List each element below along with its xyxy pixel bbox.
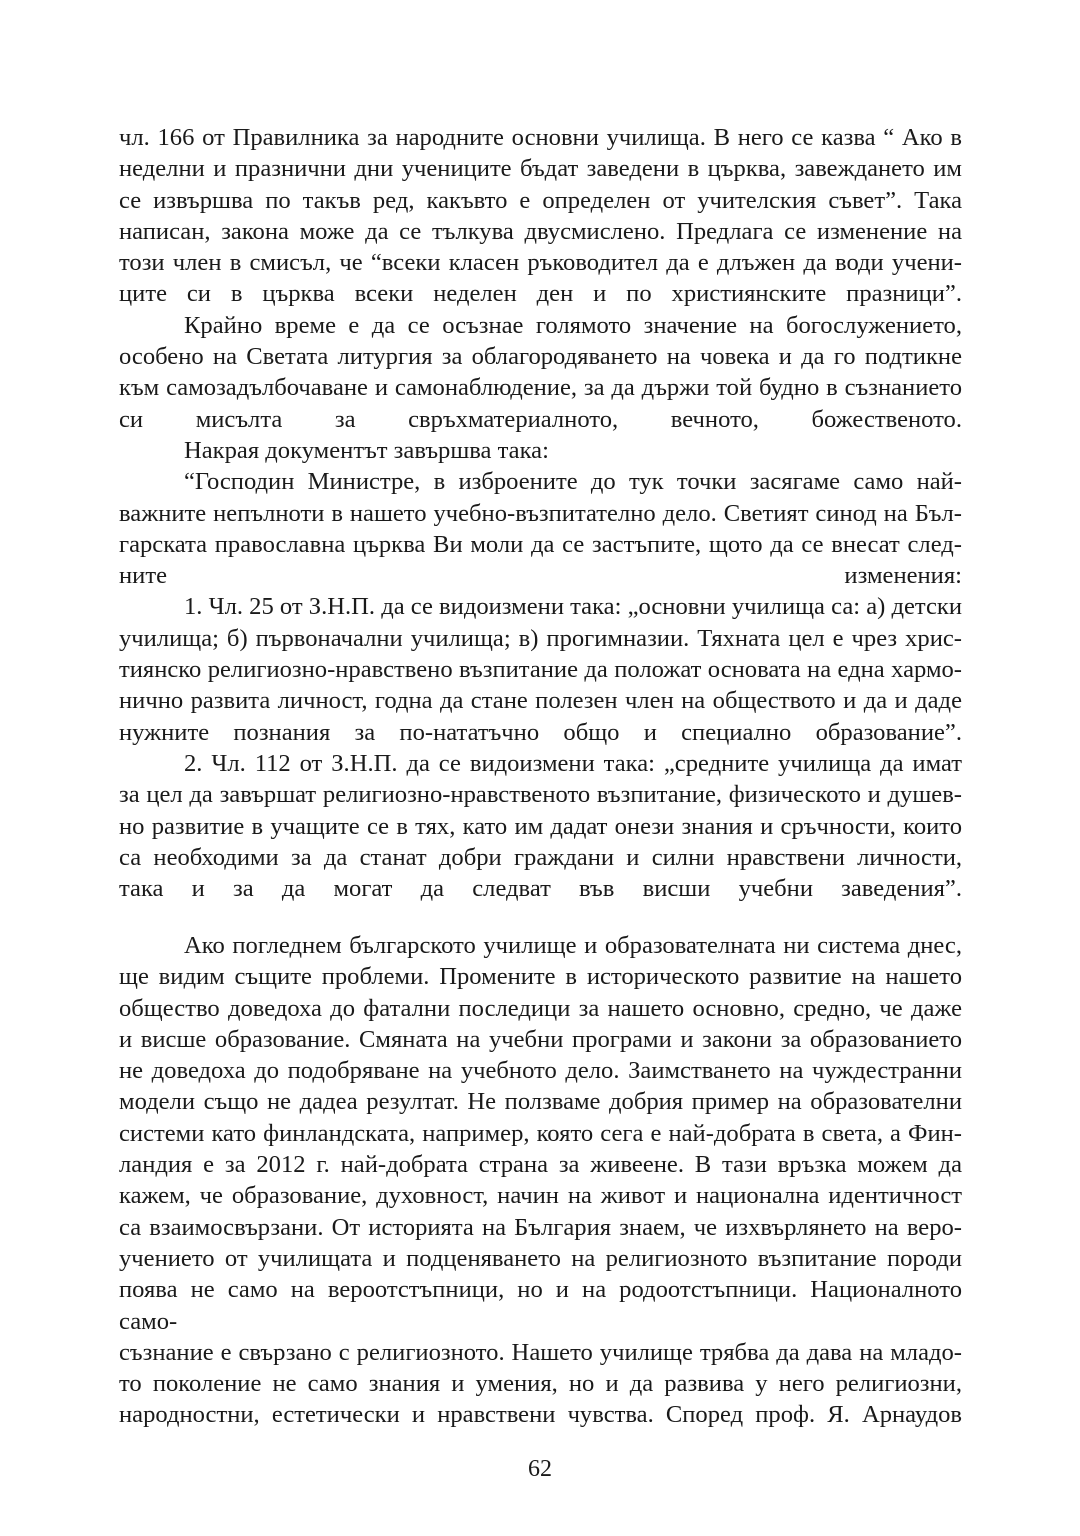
paragraph-education-today: Ако погледнем българското училище и образователната ни система днес, ще видим същите проблеми. Промените в историческото развитие на нашето общество доведоха до фатални последици за нашето основно, средно, че даже и висше образование. Смяната на учебни програми и закони за образованието не доведоха до подобряване на учебното дело. Заимстването на чуждестранни модели също не дадеа резултат. Не ползваме добрия пример на образователни системи като финландската, например, която сега е най-добрата в света, а Фин- ландия е за 2012 г. най-добрата страна за живеене. В тази връзка можем да кажем, че образование, духовност, начин на живот и национална идентичност са взаимосвързани. От историята на България знаем, че изхвърлянето на веро- учението от училищата и подценяването на религиозното възпитание породи поява не само на вероотстъпници, но и на родоотстъпници. Националното само- съзнание е свързано с религиозното. Нашето училище трябва да дава на младо- то поколение не само знания и умения, но и да развива у него религиозни, народностни, естетически и нравствени чувства. Според проф. Я. Арнаудов	[119, 932, 962, 1429]
paragraph-document-ending: Накрая документът завършва така:	[184, 436, 549, 464]
paragraph-liturgy: Крайно време е да се осъзнае голямото значение на богослужението, особено на Светата литургия за облагородяването на човека и да го подтикне към самозадълбочаване и самонаблюдение, за да държи той будно в съзнанието си мисълта за свръхматериалното, вечното, божественото.	[119, 311, 962, 433]
page-number: 62	[528, 1456, 552, 1482]
paragraph-minister-address: “Господин Министре, в изброените до тук точки засягаме само най- важните непълноти в нашето учебно-възпитателно дело. Светият синод на Бъл- гарската православна църква Ви моли да се застъпите, щото да се внесат след- ните изменения:	[119, 468, 962, 590]
paragraph-article-112: 2. Чл. 112 от З.Н.П. да се видоизмени така: „средните училища да имат за цел да завършат религиозно-нравственото възпитание, физическото и душев- но развитие в учащите се в тях, като им дадат онези знания и сръчности, които са необходими за да станат добри граждани и силни нравствени личности, така и за да могат да следват във висши учебни заведения”.	[119, 749, 962, 903]
text-block-lower	[119, 930, 962, 1431]
text-block-upper	[119, 122, 962, 904]
paragraph-article-25: 1. Чл. 25 от З.Н.П. да се видоизмени така: „основни училища са: а) детски училища; б) първоначални училища; в) прогимназии. Тяхната цел е чрез хрис- тиянско религиозно-нравствено възпитание да положат основата на една хармо- нично развита личност, годна да стане полезен член на обществото и да и даде нужните познания за по-нататъчно общо и специално образование”.	[119, 593, 962, 746]
paragraph-continuation: чл. 166 от Правилника за народните основни училища. В него се казва “ Ако в неделни и празнични дни учениците бъдат заведени в църква, завеждането им се извършва по такъв ред, какъвто е определен от учителския съвет”. Така написан, закона може да се тълкува двусмислено. Предлага се изменение на този член в смисъл, че “всеки класен ръководител да е длъжен да води учени- ците си в църква всеки неделен ден и по християнските празници”.	[119, 124, 962, 308]
